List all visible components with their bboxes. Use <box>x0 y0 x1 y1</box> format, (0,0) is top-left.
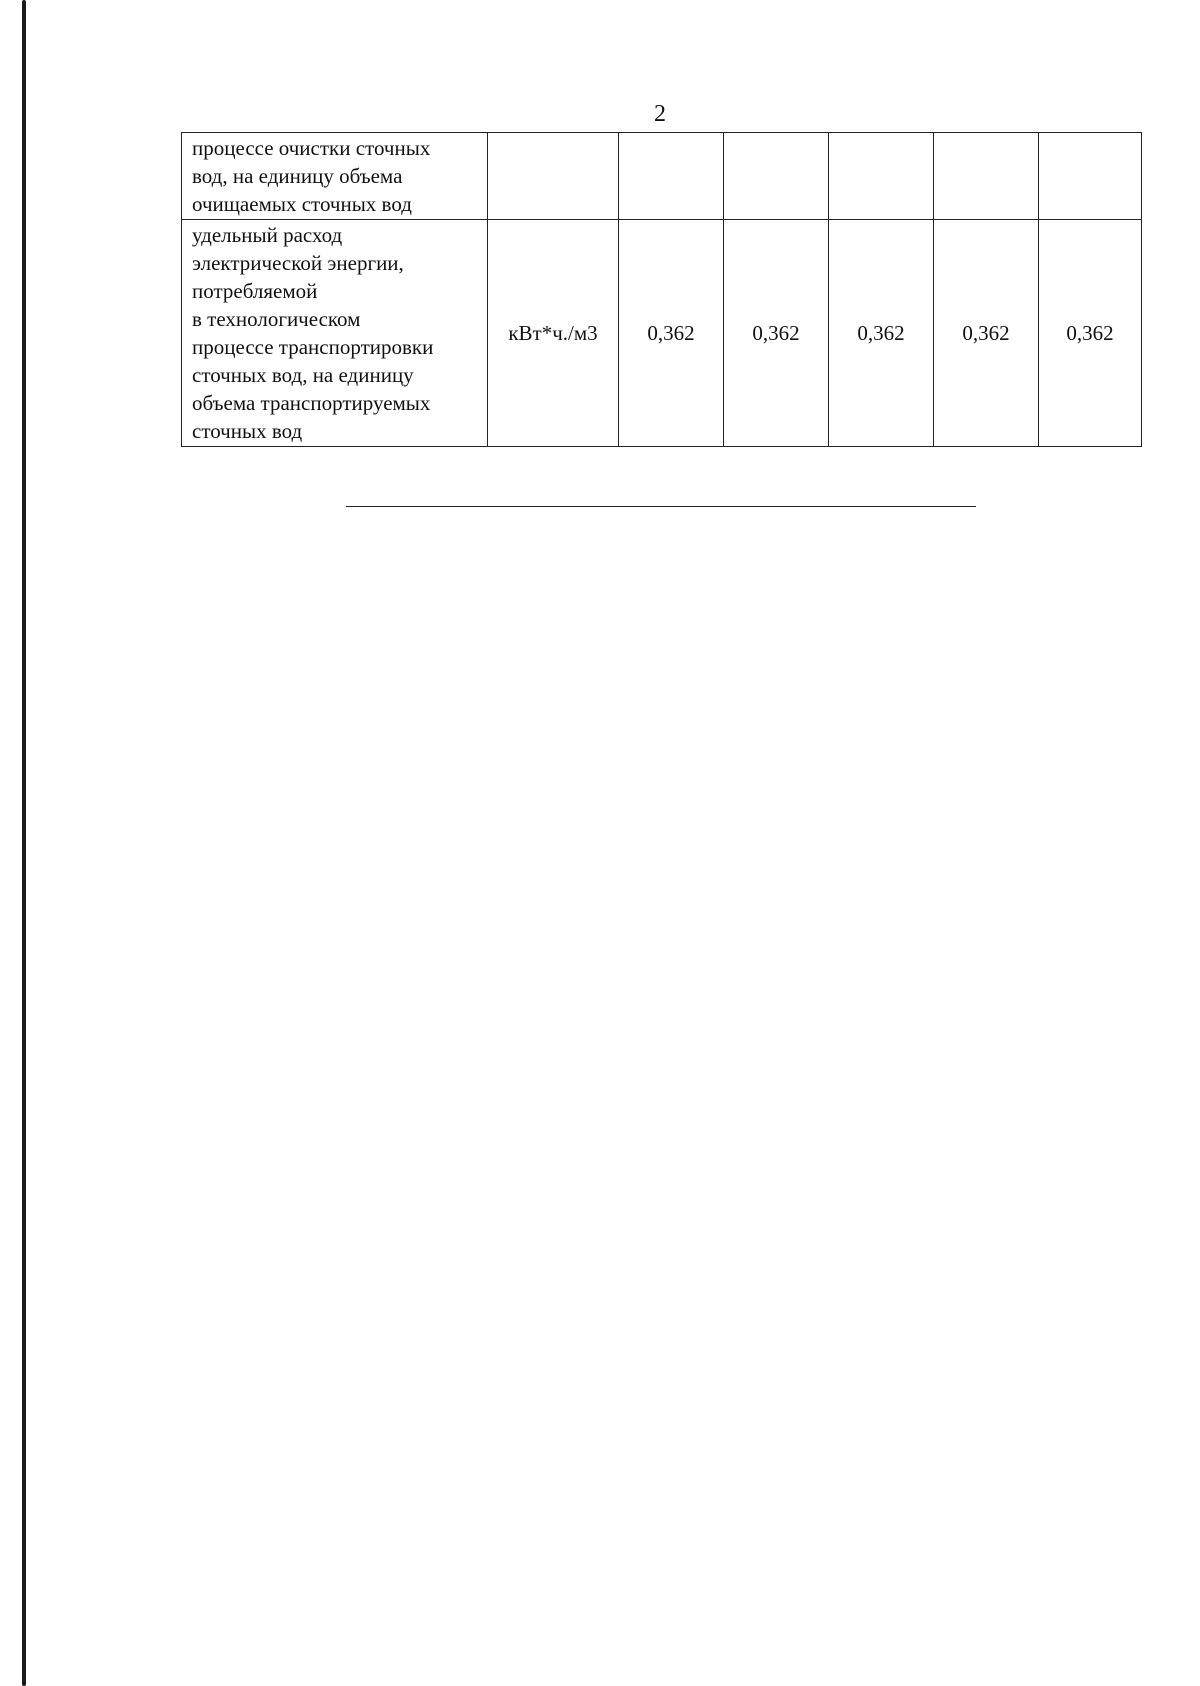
document-end-rule <box>346 506 976 507</box>
indicator-label: удельный расход электрической энергии, потребляемой в технологическом процессе транспортировки сточных вод, на единицу объема транспортируемых сточных вод <box>182 220 488 447</box>
unit-cell: кВт*ч./м3 <box>488 220 619 447</box>
value-cell: 0,362 <box>934 220 1039 447</box>
table-row <box>182 220 1142 447</box>
value-cell <box>1039 133 1142 220</box>
value-cell: 0,362 <box>1039 220 1142 447</box>
unit-cell <box>488 133 619 220</box>
table-row <box>182 133 1142 220</box>
indicator-label: процессе очистки сточных вод, на единицу объема очищаемых сточных вод <box>182 133 488 220</box>
scan-edge-line <box>22 0 26 1686</box>
value-cell: 0,362 <box>619 220 724 447</box>
page-number: 2 <box>654 101 666 127</box>
value-cell <box>829 133 934 220</box>
indicator-table <box>181 132 1142 447</box>
value-cell: 0,362 <box>724 220 829 447</box>
value-cell: 0,362 <box>829 220 934 447</box>
value-cell <box>934 133 1039 220</box>
value-cell <box>619 133 724 220</box>
value-cell <box>724 133 829 220</box>
